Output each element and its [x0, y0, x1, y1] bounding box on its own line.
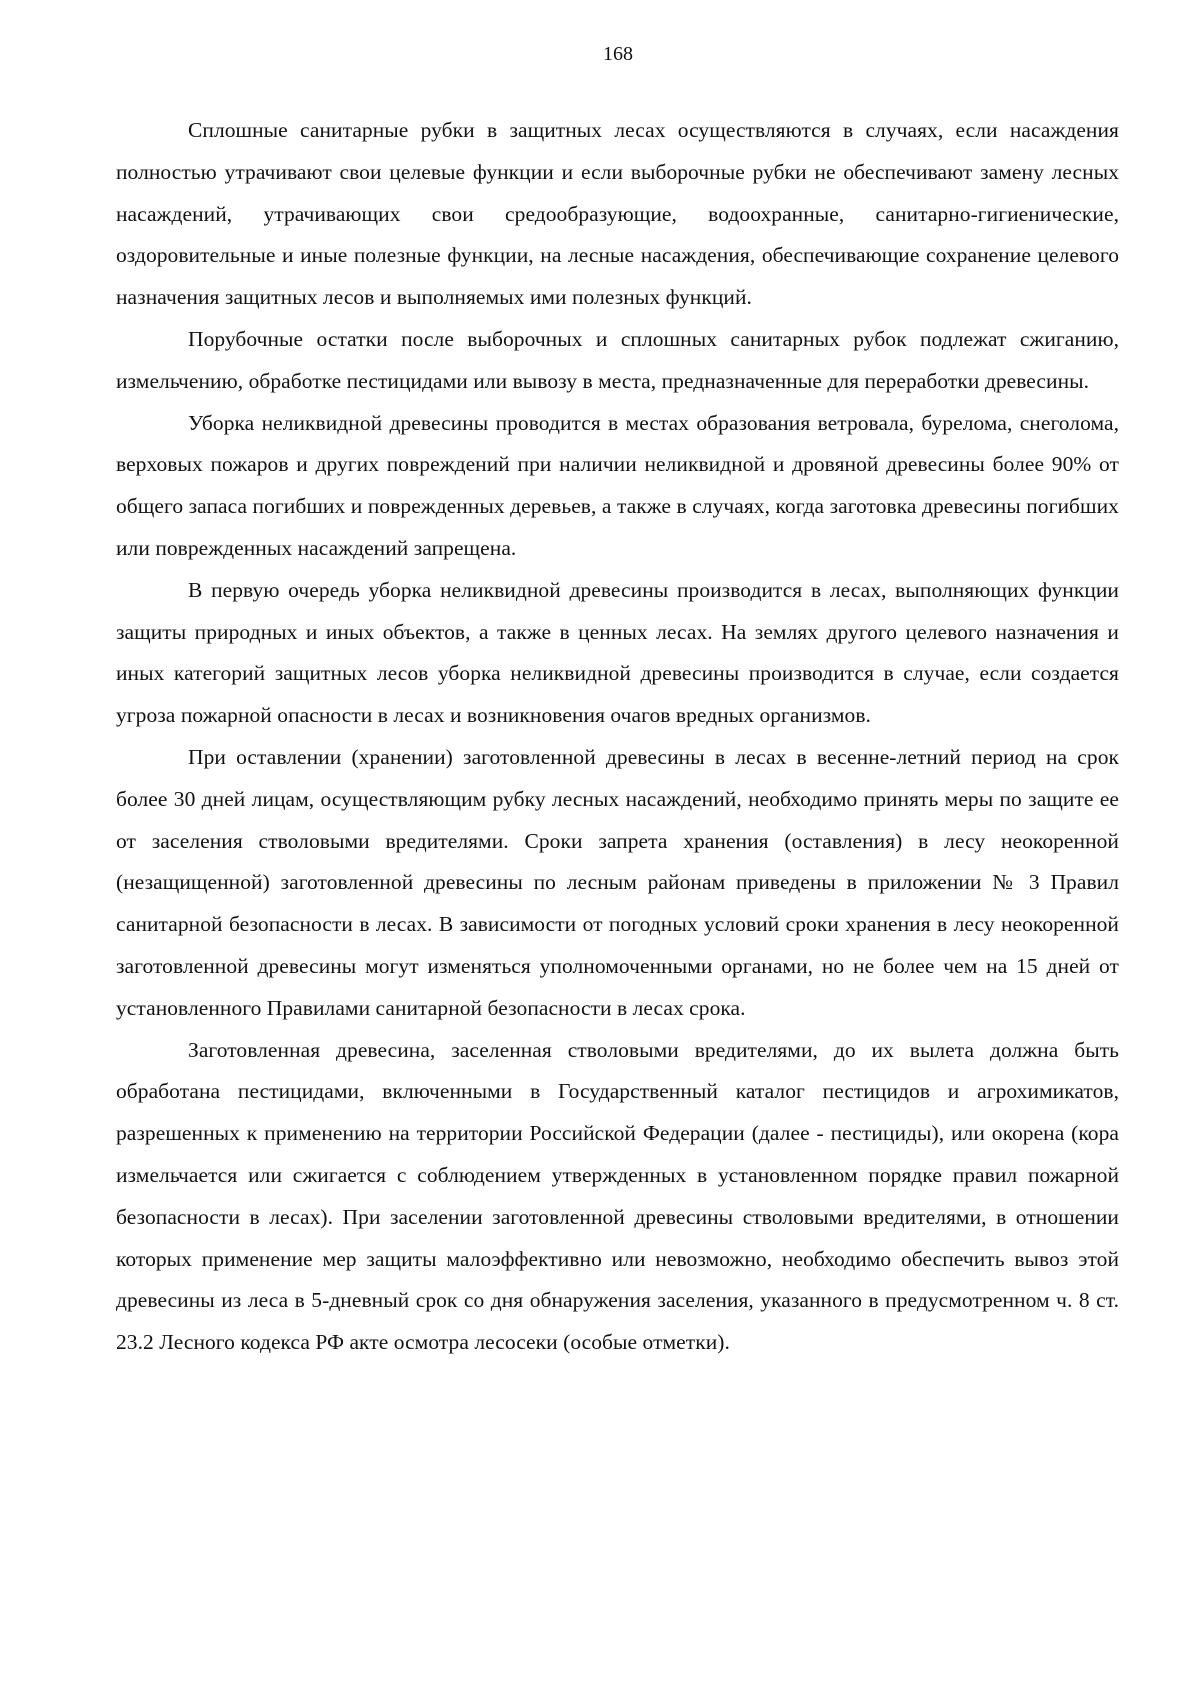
body-text	[116, 110, 1119, 1364]
paragraph-1: Сплошные санитарные рубки в защитных лесах осуществляются в случаях, если насаждения полностью утрачивают свои целевые функции и если выборочные рубки не обеспечивают замену лесных насаждений, утрачивающих свои средообразующие, водоохранные, санитарно-гигиенические, оздоровительные и иные полезные функции, на лесные насаждения, обеспечивающие сохранение целевого назначения защитных лесов и выполняемых ими полезных функций.	[116, 118, 1119, 310]
paragraph-2: Порубочные остатки после выборочных и сплошных санитарных рубок подлежат сжиганию, измельчению, обработке пестицидами или вывозу в места, предназначенные для переработки древесины.	[116, 326, 1119, 393]
paragraph-3: Уборка неликвидной древесины проводится в местах образования ветровала, бурелома, снеголома, верховых пожаров и других повреждений при наличии неликвидной и дровяной древесины более 90% от общего запаса погибших и поврежденных деревьев, а также в случаях, когда заготовка древесины погибших или поврежденных насаждений запрещена.	[116, 410, 1119, 560]
paragraph-5: При оставлении (хранении) заготовленной древесины в лесах в весенне-летний период на срок более 30 дней лицам, осуществляющим рубку лесных насаждений, необходимо принять меры по защите ее от заселения стволовыми вредителями. Сроки запрета хранения (оставления) в лесу неокоренной (незащищенной) заготовленной древесины по лесным районам приведены в приложении № 3 Правил санитарной безопасности в лесах. В зависимости от погодных условий сроки хранения в лесу неокоренной заготовленной древесины могут изменяться уполномоченными органами, но не более чем на 15 дней от установленного Правилами санитарной безопасности в лесах срока.	[116, 744, 1119, 1020]
page-number: 168	[603, 43, 633, 65]
paragraph-4: В первую очередь уборка неликвидной древесины производится в лесах, выполняющих функции защиты природных и иных объектов, а также в ценных лесах. На землях другого целевого назначения и иных категорий защитных лесов уборка неликвидной древесины производится в случае, если создается угроза пожарной опасности в лесах и возникновения очагов вредных организмов.	[116, 577, 1119, 728]
paragraph-6: Заготовленная древесина, заселенная стволовыми вредителями, до их вылета должна быть обработана пестицидами, включенными в Государственный каталог пестицидов и агрохимикатов, разрешенных к применению на территории Российской Федерации (далее - пестициды), или окорена (кора измельчается или сжигается с соблюдением утвержденных в установленном порядке правил пожарной безопасности в лесах). При заселении заготовленной древесины стволовыми вредителями, в отношении которых применение мер защиты малоэффективно или невозможно, необходимо обеспечить вывоз этой древесины из леса в 5-дневный срок со дня обнаружения заселения, указанного в предусмотренном ч. 8 ст. 23.2 Лесного кодекса РФ акте осмотра лесосеки (особые отметки).	[116, 1037, 1119, 1355]
